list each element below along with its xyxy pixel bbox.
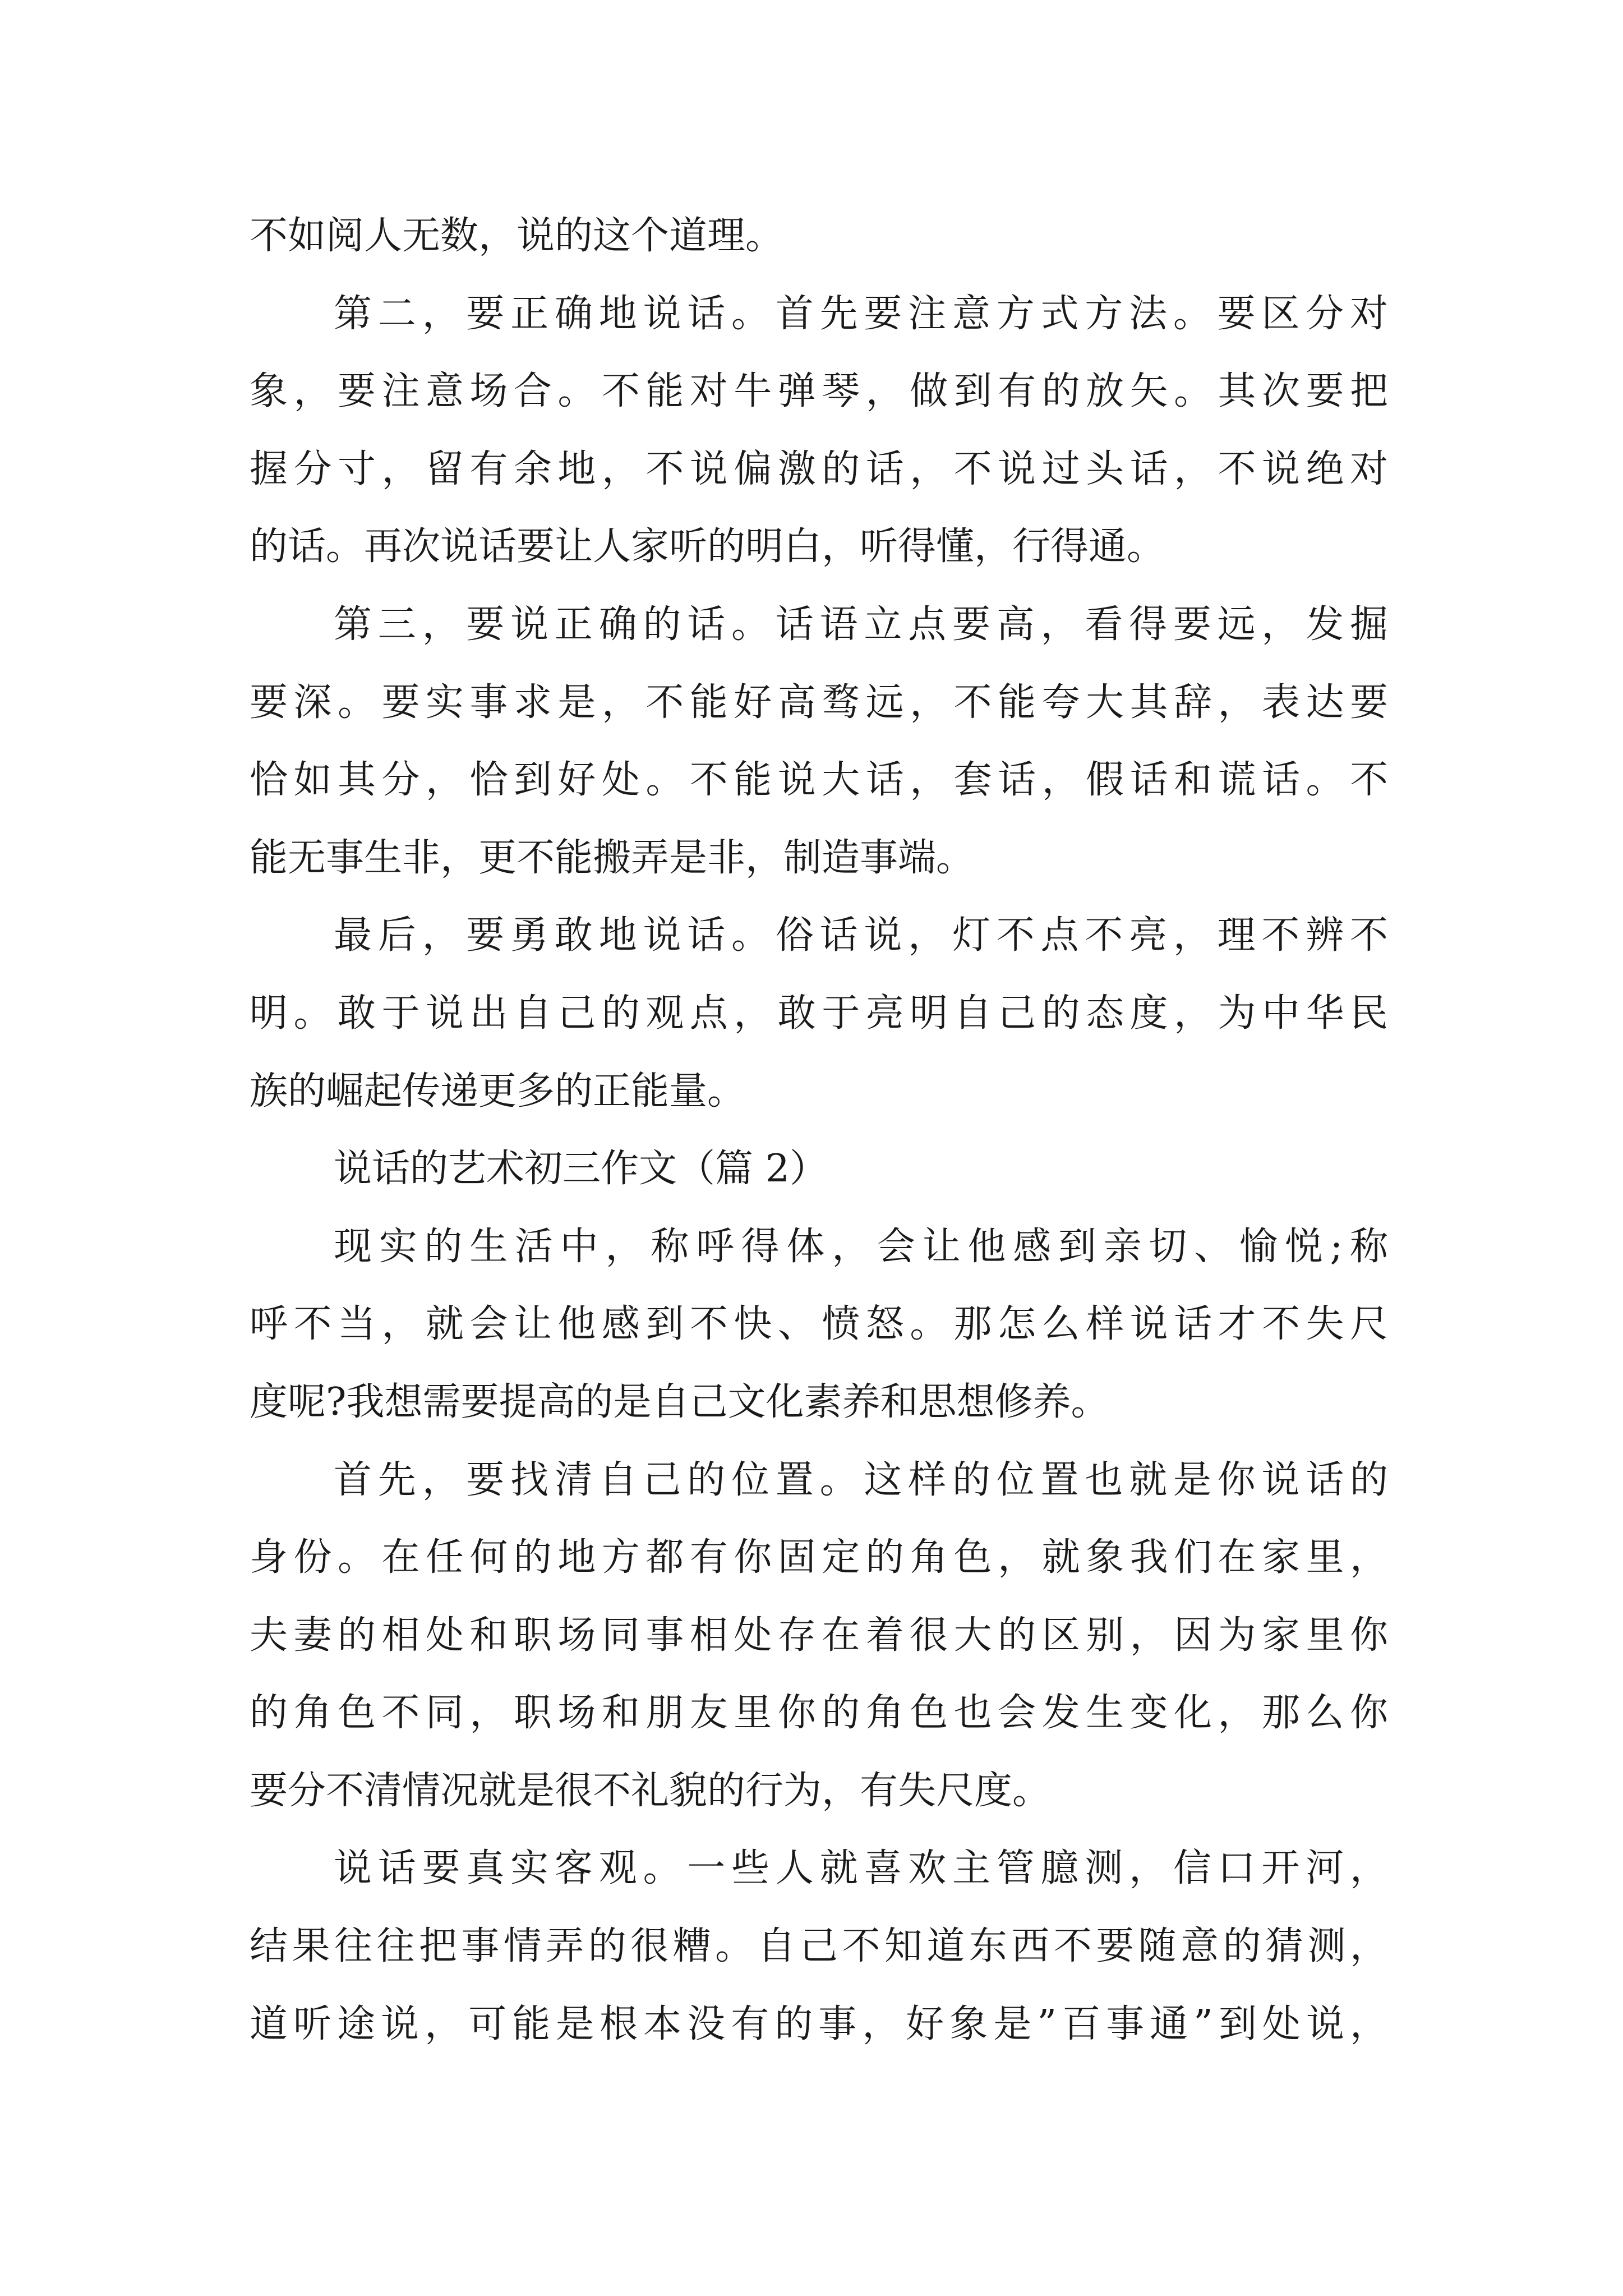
paragraph-start-line: 第二，要正确地说话。首先要注意方式方法。要区分对 <box>334 291 1388 336</box>
paragraph-start-line: 最后，要勇敢地说话。俗话说，灯不点不亮，理不辨不 <box>334 913 1388 958</box>
text-line: 度呢?我想需要提高的是自己文化素养和思想修养。 <box>250 1379 1109 1424</box>
text-line: 明。敢于说出自己的观点，敢于亮明自己的态度，为中华民 <box>250 991 1388 1036</box>
text-line: 的角色不同，职场和朋友里你的角色也会发生变化，那么你 <box>250 1691 1388 1736</box>
text-line: 要深。要实事求是，不能好高骛远，不能夸大其辞，表达要 <box>250 680 1388 725</box>
text-line: 象，要注意场合。不能对牛弹琴，做到有的放矢。其次要把 <box>250 369 1388 414</box>
paragraph-start-line: 现实的生活中，称呼得体，会让他感到亲切、愉悦;称 <box>334 1224 1388 1269</box>
text-line: 道听途说，可能是根本没有的事，好象是”百事通”到处说， <box>250 2001 1388 2046</box>
paragraph-start-line: 说话要真实客观。一些人就喜欢主管臆测，信口开河， <box>334 1846 1388 1891</box>
text-line: 的话。再次说话要让人家听的明白，听得懂，行得通。 <box>250 524 1165 569</box>
text-line: 结果往往把事情弄的很糟。自己不知道东西不要随意的猜测， <box>250 1924 1388 1969</box>
text-line: 恰如其分，恰到好处。不能说大话，套话，假话和谎话。不 <box>250 758 1388 803</box>
text-line: 族的崛起传递更多的正能量。 <box>250 1069 746 1114</box>
document-body <box>250 197 1388 2063</box>
text-line: 夫妻的相处和职场同事相处存在着很大的区别，因为家里你 <box>250 1613 1388 1658</box>
text-line: 不如阅人无数，说的这个道理。 <box>250 214 784 258</box>
paragraph-start-line: 第三，要说正确的话。话语立点要高，看得要远，发掘 <box>334 602 1388 647</box>
text-line: 握分寸，留有余地，不说偏激的话，不说过头话，不说绝对 <box>250 447 1388 491</box>
text-line: 能无事生非，更不能搬弄是非，制造事端。 <box>250 835 975 880</box>
text-line: 要分不清情况就是很不礼貌的行为，有失尺度。 <box>250 1768 1051 1813</box>
text-line: 身份。在任何的地方都有你固定的角色，就象我们在家里， <box>250 1535 1388 1580</box>
section-heading: 说话的艺术初三作文（篇 2） <box>334 1147 828 1191</box>
text-line: 呼不当，就会让他感到不快、愤怒。那怎么样说话才不失尺 <box>250 1302 1388 1347</box>
paragraph-start-line: 首先，要找清自己的位置。这样的位置也就是你说话的 <box>334 1457 1388 1502</box>
